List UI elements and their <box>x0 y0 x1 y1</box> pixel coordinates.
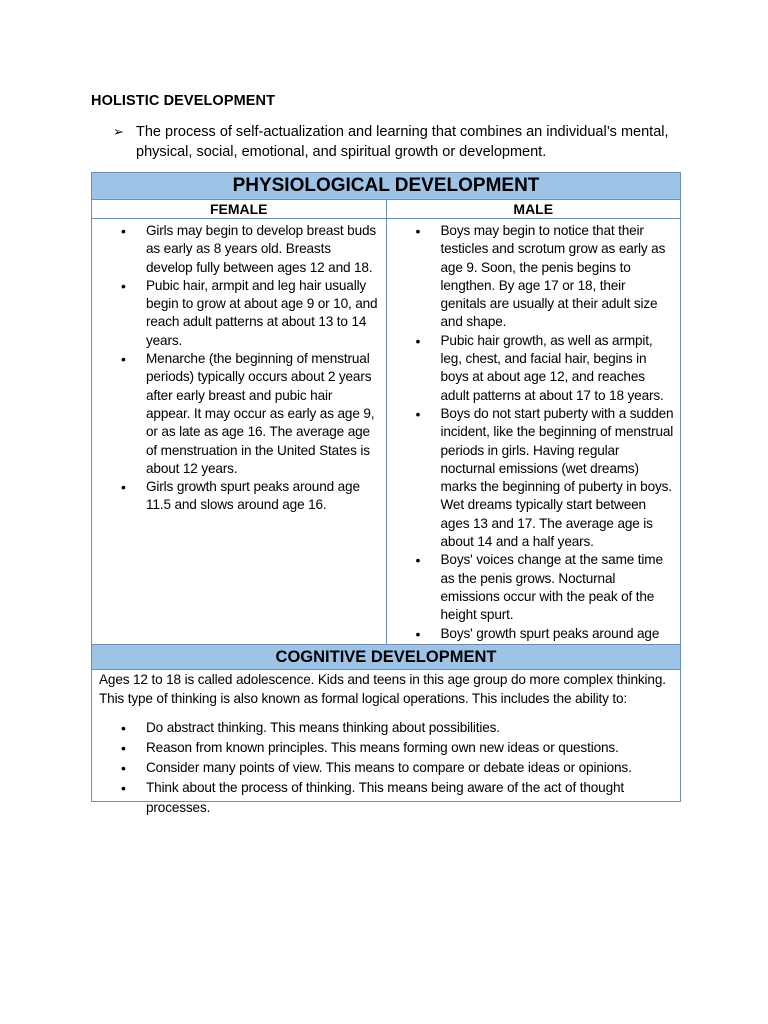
list-item: • Menarche (the beginning of menstrual periods) typically occurs about 2 years after early breast and pubic hair appear. It may occur as early as age 9, or as late as age 16. The average age of menstruation in the United States is about 12 years. <box>146 350 380 478</box>
list-item: • Girls may begin to develop breast buds as early as 8 years old. Breasts develop fully between ages 12 and 18. <box>146 222 380 277</box>
list-item: • Boys may begin to notice that their testicles and scrotum grow as early as age 9. Soon, the penis begins to lengthen. By age 17 or 18, their genitals are usually at their adult size and shape. <box>441 222 675 332</box>
cognitive-intro: Ages 12 to 18 is called adolescence. Kids and teens in this age group do more complex thinking. This type of thinking is also known as formal logical operations. This includes the ability to: <box>99 672 666 706</box>
physiological-title: PHYSIOLOGICAL DEVELOPMENT <box>92 173 681 200</box>
list-item: • Do abstract thinking. This means thinking about possibilities. <box>146 718 674 738</box>
physiological-development-table <box>91 172 681 662</box>
list-item: • Girls growth spurt peaks around age 11.5 and slows around age 16. <box>146 478 380 515</box>
male-column <box>386 219 681 662</box>
section-heading: HOLISTIC DEVELOPMENT <box>91 93 276 109</box>
female-list <box>92 219 386 515</box>
female-column <box>92 219 387 662</box>
male-column-header: MALE <box>386 200 681 219</box>
intro-text: The process of self-actualization and learning that combines an individual’s mental, physical, social, emotional, and spiritual growth or development. <box>136 124 669 160</box>
list-item: • Boys do not start puberty with a sudden incident, like the beginning of menstrual periods in girls. Having regular nocturnal emissions (wet dreams) marks the beginning of puberty in boys. Wet dreams typically start between ages 13 and 17. The average age is about 14 and a half years. <box>441 405 675 551</box>
cognitive-list <box>92 708 680 818</box>
list-item: • Think about the process of thinking. This means being aware of the act of thought processes. <box>146 778 674 818</box>
list-item: • Boys' voices change at the same time as the penis grows. Nocturnal emissions occur with the peak of the height spurt. <box>441 551 675 624</box>
cognitive-development-box <box>91 644 681 815</box>
arrowhead-bullet-icon: ➢ <box>113 124 124 139</box>
female-column-header: FEMALE <box>92 200 387 219</box>
list-item: • Pubic hair growth, as well as armpit, leg, chest, and facial hair, begins in boys at about age 12, and reaches adult patterns at about 17 to 18 years. <box>441 332 675 405</box>
list-item: • Pubic hair, armpit and leg hair usually begin to grow at about age 9 or 10, and reach adult patterns at about 13 to 14 years. <box>146 277 380 350</box>
male-list <box>387 219 681 661</box>
list-item: • Reason from known principles. This means forming own new ideas or questions. <box>146 738 674 758</box>
list-item: • Consider many points of view. This means to compare or debate ideas or opinions. <box>146 758 674 778</box>
list-item: • Boys' growth spurt peaks around age <box>441 625 675 662</box>
cognitive-title: COGNITIVE DEVELOPMENT <box>92 645 680 670</box>
